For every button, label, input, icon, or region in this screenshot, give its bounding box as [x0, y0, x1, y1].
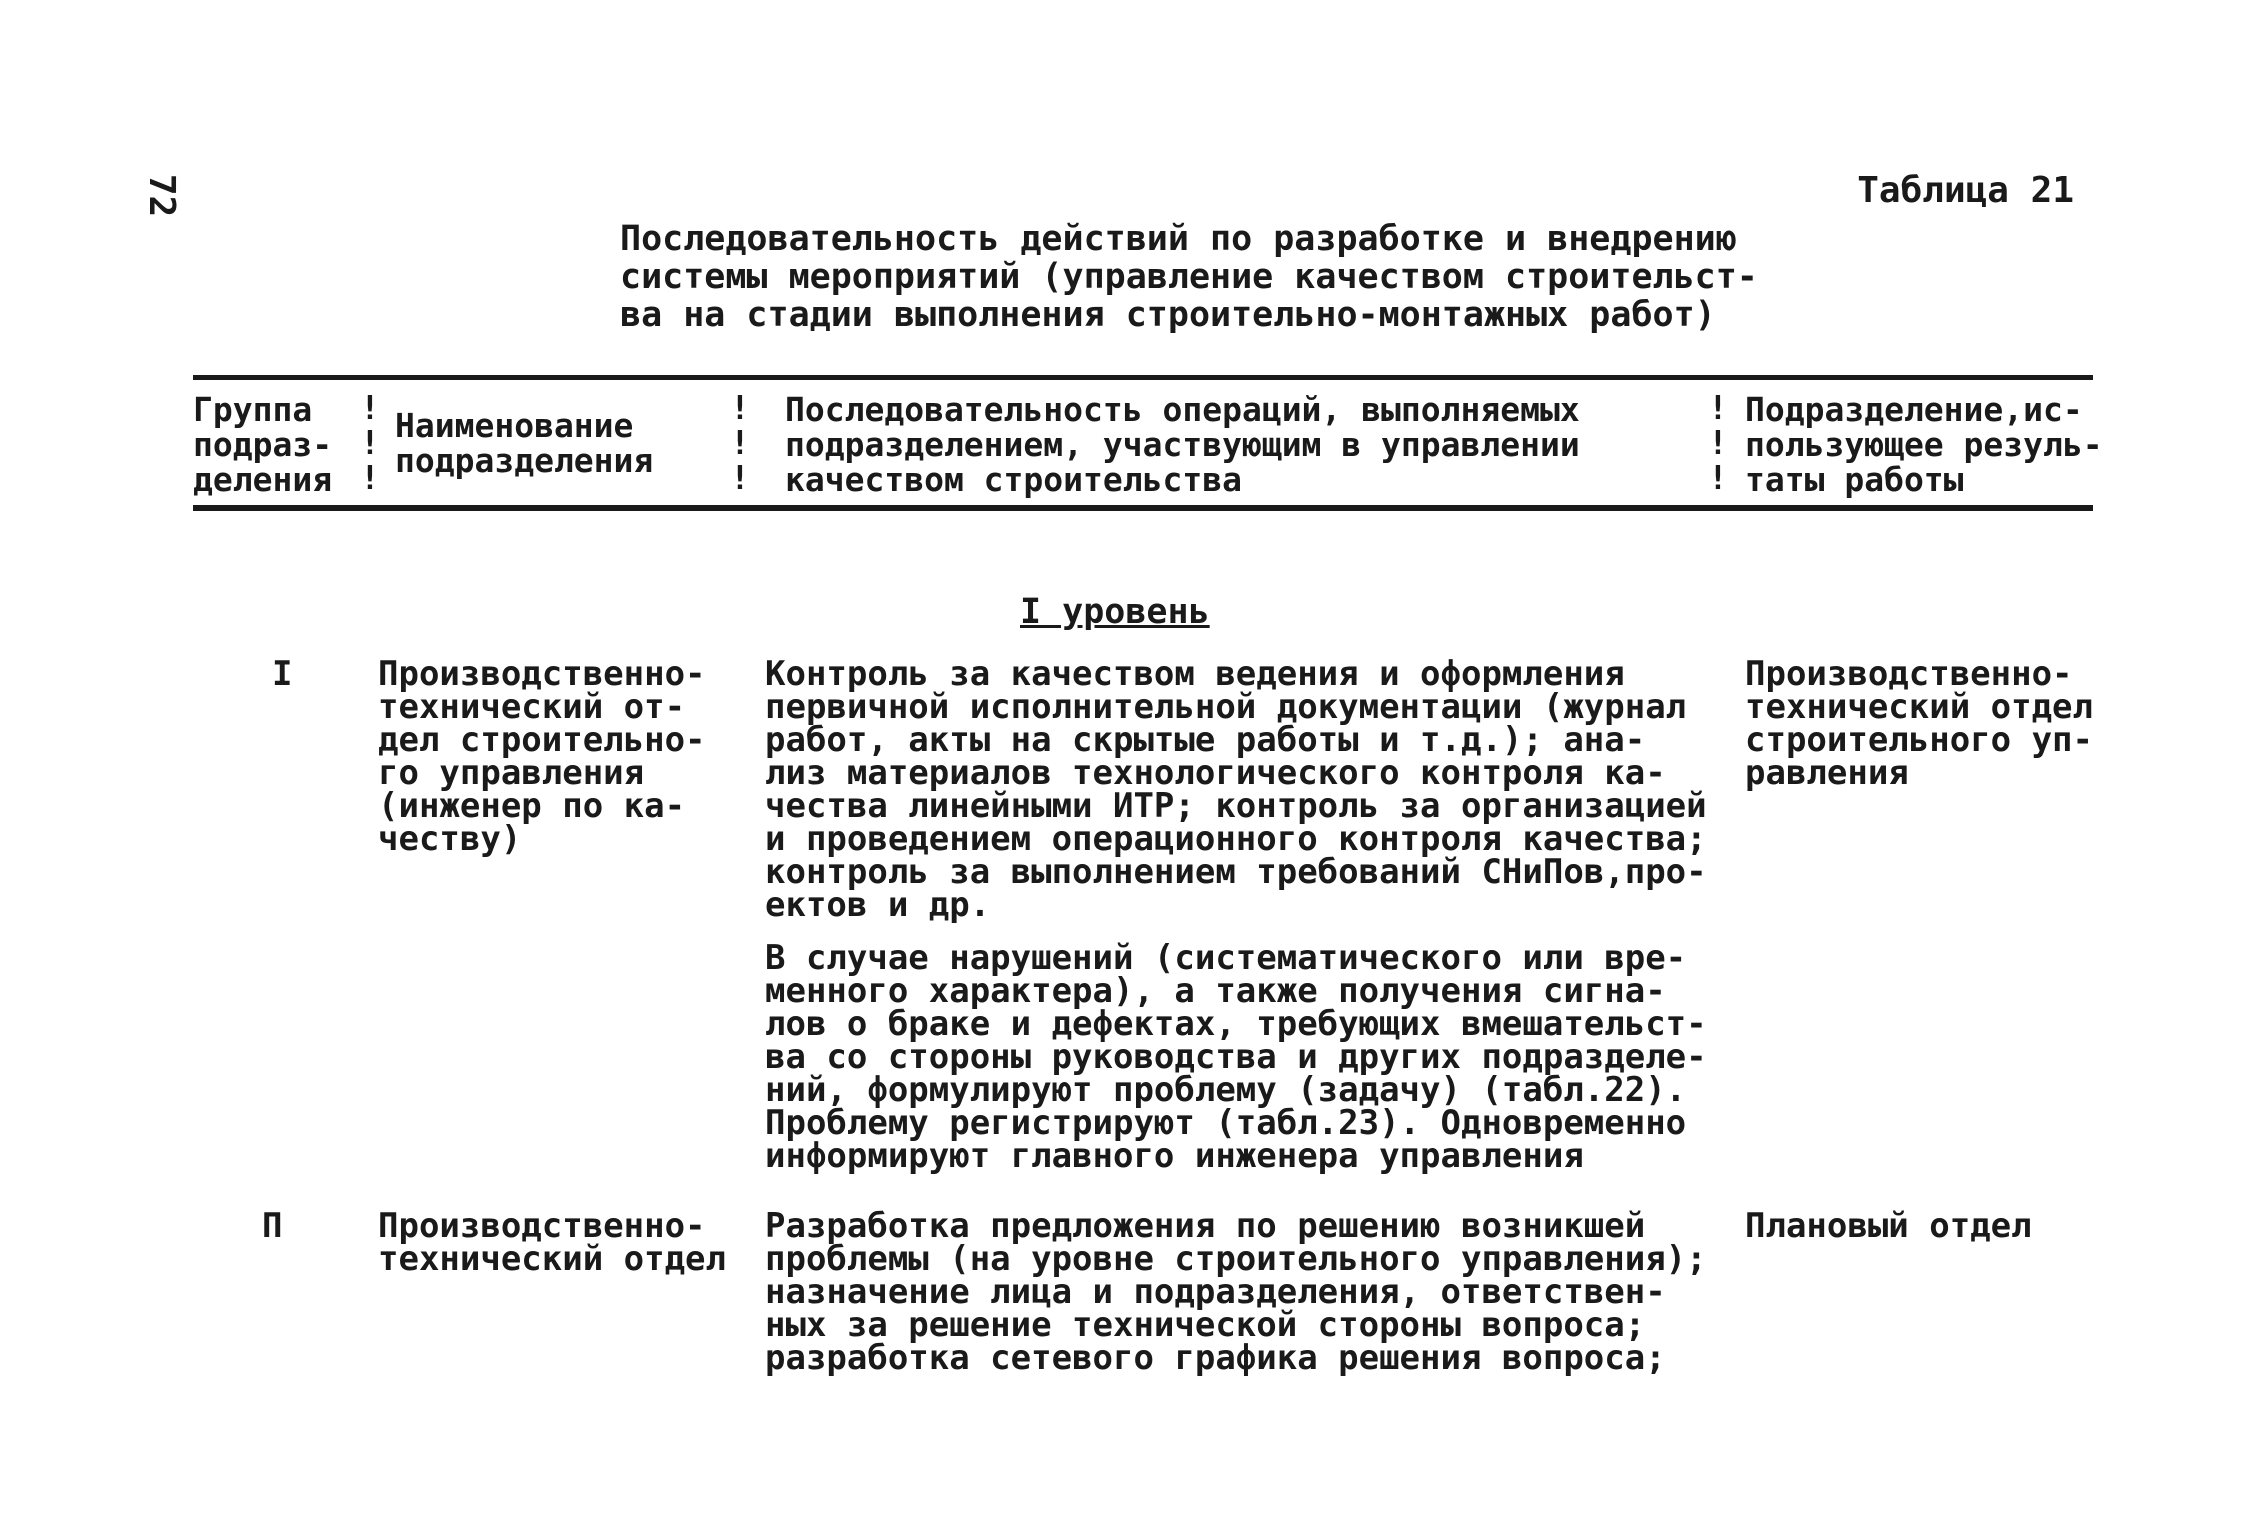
header-top-rule [193, 375, 2093, 380]
header-bottom-rule [193, 505, 2093, 511]
header-result-user: Подразделение,ис- пользующее резуль- таты работы [1745, 390, 2103, 499]
table-label: Таблица 21 [1857, 170, 2074, 211]
header-separator: ! ! ! [730, 388, 750, 497]
table-title: Последовательность действий по разработке и внедрению системы мероприятий (управление качеством строительст- ва на стадии выполнения строительно-монтажных работ) [620, 219, 1758, 335]
level-heading: I уровень [1020, 592, 1210, 632]
row-group: I [272, 654, 293, 694]
header-group: Группа подраз- деления [193, 390, 333, 499]
header-operations: Последовательность операций, выполняемых подразделением, участвующим в управлении качеством строительства [785, 390, 1580, 499]
row-result-user: Плановый отдел [1745, 1206, 2032, 1246]
row-group: П [262, 1206, 283, 1246]
row-result-user: Производственно- технический отдел строительного уп- равления [1745, 654, 2093, 793]
header-separator: ! ! ! [1708, 388, 1728, 497]
header-separator: ! ! ! [360, 388, 380, 497]
row-operations: Разработка предложения по решению возникшей проблемы (на уровне строительного управления); назначение лица и подразделения, ответствен- ных за решение технической стороны вопроса; разработка сетевого графика решения вопроса; [765, 1206, 1707, 1378]
row-operations-continued: В случае нарушений (систематического или вре- менного характера), а также получения сигна- лов о браке и дефектах, требующих вмешательст- ва со стороны руководства и других подразделе- ний, формулируют проблему (задачу) (табл.22). Проблему регистрируют (табл.23). Одновременно информируют главного инженера управления [765, 938, 1707, 1176]
row-unit: Производственно- технический отдел [378, 1206, 726, 1279]
header-unit-name: Наименование подразделения [395, 406, 654, 480]
row-operations: Контроль за качеством ведения и оформления первичной исполнительной документации (журнал работ, акты на скрытые работы и т.д.); ана- лиз материалов технологического контроля ка- чества линейными ИТР; контроль за организацией и проведением операционного контроля качества; контроль за выполнением требований СНиПов,про- ектов и др. [765, 654, 1707, 925]
page-number: 72 [141, 173, 183, 218]
row-unit: Производственно- технический от- дел строительно- го управления (инженер по ка- честву) [378, 654, 706, 859]
